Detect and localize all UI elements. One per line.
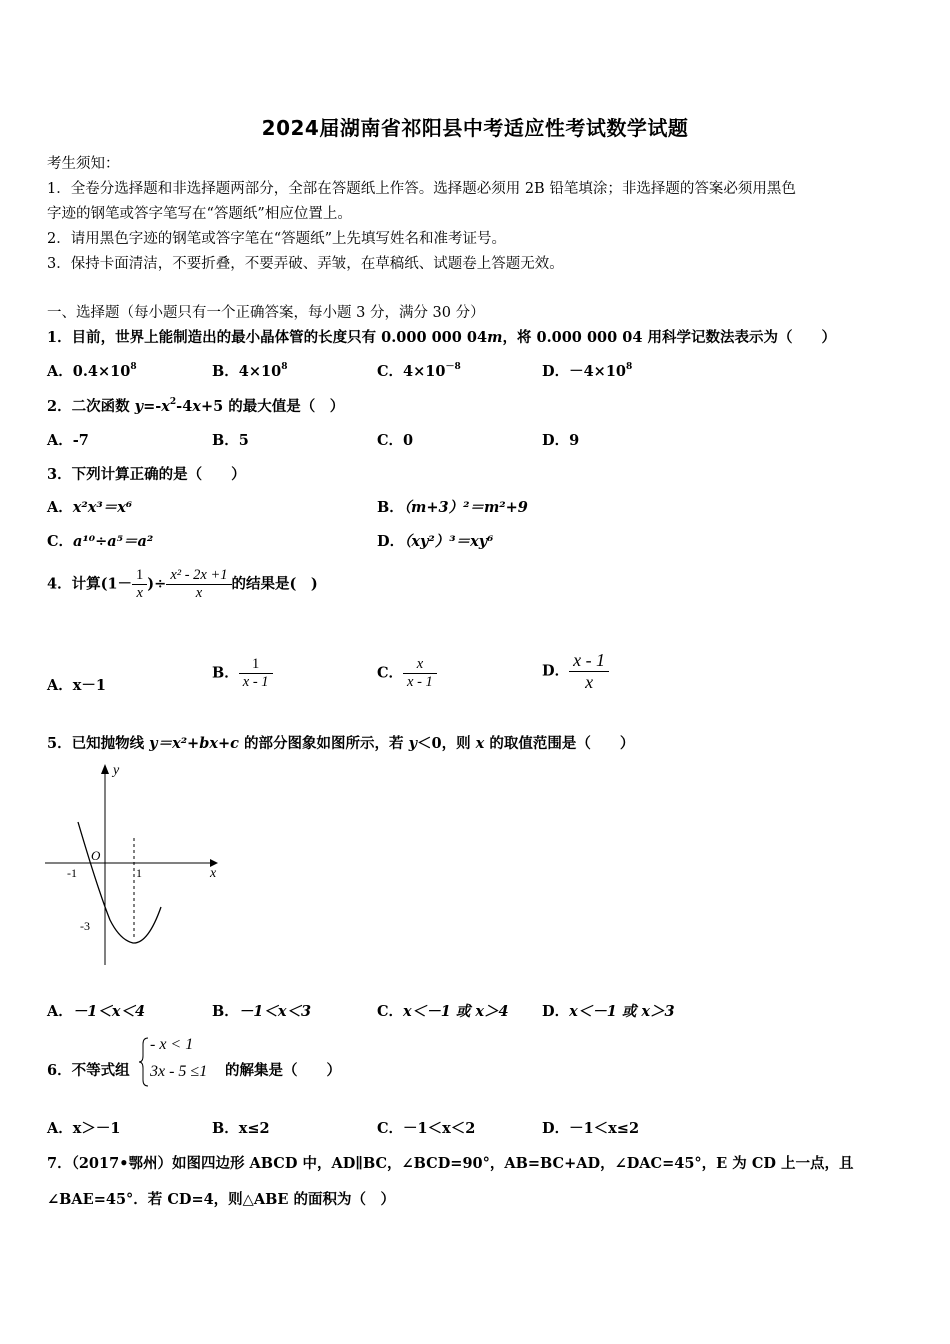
q3-option-c[interactable]: C．a¹⁰÷a⁵＝a² [47, 533, 154, 550]
notice-line-3: 3．保持卡面清洁，不要折叠，不要弄破、弄皱，在草稿纸、试题卷上答题无效。 [47, 256, 564, 272]
q4-option-d[interactable]: D． $\frac{x - 1}{x}$ [542, 650, 609, 693]
q4-option-b[interactable]: B． $\frac{1}{x - 1}$ [212, 656, 273, 691]
q1-option-c[interactable]: C．$4\times 10^{-8}$ [377, 362, 461, 380]
q5-option-b[interactable]: B．－1＜x＜3 [212, 1003, 312, 1020]
y-axis-arrow [101, 764, 109, 774]
q3-option-b[interactable]: B．（m+3）²＝m²+9 [377, 499, 528, 516]
q2-option-a[interactable]: A．-7 [47, 432, 89, 449]
q2-option-b[interactable]: B．5 [212, 432, 249, 449]
q6-option-a[interactable]: A．x＞－1 [47, 1120, 121, 1137]
q6-option-d[interactable]: D．－1＜x≤2 [542, 1120, 640, 1137]
notice-line-1b: 字迹的钢笔或答字笔写在“答题纸”相应位置上。 [47, 206, 352, 222]
q4-option-a[interactable]: A．x－1 [47, 677, 106, 694]
q3-option-a[interactable]: A．x²x³＝x⁶ [47, 499, 133, 516]
q6-option-b[interactable]: B．x≤2 [212, 1120, 270, 1137]
q5-option-c[interactable]: C．x＜－1 或 x＞4 [377, 1003, 509, 1020]
q1-option-b[interactable]: B．$4\times 10^8$ [212, 362, 288, 380]
q1-option-d[interactable]: D．$-4\times 10^8$ [542, 362, 633, 380]
system-inequality-2: 3x - 5 ≤1 [150, 1063, 208, 1080]
notice-heading: 考生须知： [47, 156, 120, 172]
q2-option-c[interactable]: C．0 [377, 432, 414, 449]
graph-y-label: y [113, 763, 120, 778]
graph-tick-1: 1 [136, 866, 142, 880]
parabola-graph [40, 760, 230, 975]
page-title: 2024届湖南省祁阳县中考适应性考试数学试题 [261, 116, 689, 140]
graph-tick-minus-1: -1 [67, 866, 77, 880]
question-6-stem-b: 的解集是（ ） [225, 1062, 341, 1079]
system-brace [138, 1036, 150, 1088]
question-2-stem: 2．二次函数 $y=-x^2-4x+5$ 的最大值是（ ） [47, 397, 345, 415]
section-heading: 一、选择题（每小题只有一个正确答案，每小题 3 分，满分 30 分） [47, 305, 485, 321]
graph-origin-label: O [91, 848, 101, 863]
question-4-stem: 4．计算(1－ $\frac{1}{x}$ )÷ $\frac{\text{x² - 2x +1}}{x}$ 的结果是( ) [47, 567, 318, 601]
fraction-one-over-x: $\frac{1}{x}$ [132, 567, 147, 602]
question-7-line-1: 7．（2017•鄂州）如图四边形 ABCD 中，AD∥BC，∠BCD=90°，AB=BC+AD，∠DAC=45°，E 为 CD 上一点，且 [47, 1155, 854, 1172]
q5-option-a[interactable]: A．－1＜x＜4 [47, 1003, 146, 1020]
question-7-line-2: ∠BAE=45°．若 CD=4，则△ABE 的面积为（ ） [47, 1191, 395, 1208]
system-inequality-1: - x < 1 [150, 1036, 194, 1053]
question-5-stem: 5．已知抛物线 y＝x²+bx+c 的部分图象如图所示，若 y＜0，则 x 的取值范围是（ ） [47, 735, 635, 752]
q1-option-a[interactable]: A．$0.4\times 10^8$ [47, 362, 137, 380]
question-6-stem-a: 6．不等式组 [47, 1062, 130, 1079]
question-1-stem: 1．目前，世界上能制造出的最小晶体管的长度只有 0.000 000 04m，将 0.000 000 04 用科学记数法表示为（ ） [47, 329, 836, 346]
graph-tick-minus-3: -3 [80, 919, 90, 933]
question-3-stem: 3．下列计算正确的是（ ） [47, 466, 246, 483]
parabola-curve [78, 822, 161, 943]
q5-option-d[interactable]: D．x＜－1 或 x＞3 [542, 1003, 675, 1020]
notice-line-1a: 1．全卷分选择题和非选择题两部分，全部在答题纸上作答。选择题必须用 2B 铅笔填涂；非选择题的答案必须用黑色 [47, 181, 796, 197]
graph-x-label: x [210, 866, 217, 881]
fraction-quadratic-over-x: $\frac{\text{x² - 2x +1}}{x}$ [166, 567, 231, 602]
q2-option-d[interactable]: D．9 [542, 432, 580, 449]
q6-option-c[interactable]: C．－1＜x＜2 [377, 1120, 476, 1137]
q3-option-d[interactable]: D．（xy²）³＝xy⁶ [377, 533, 494, 550]
notice-line-2: 2．请用黑色字迹的钢笔或答字笔在“答题纸”上先填写姓名和准考证号。 [47, 231, 507, 247]
q4-option-c[interactable]: C． $\frac{x}{x - 1}$ [377, 656, 437, 691]
